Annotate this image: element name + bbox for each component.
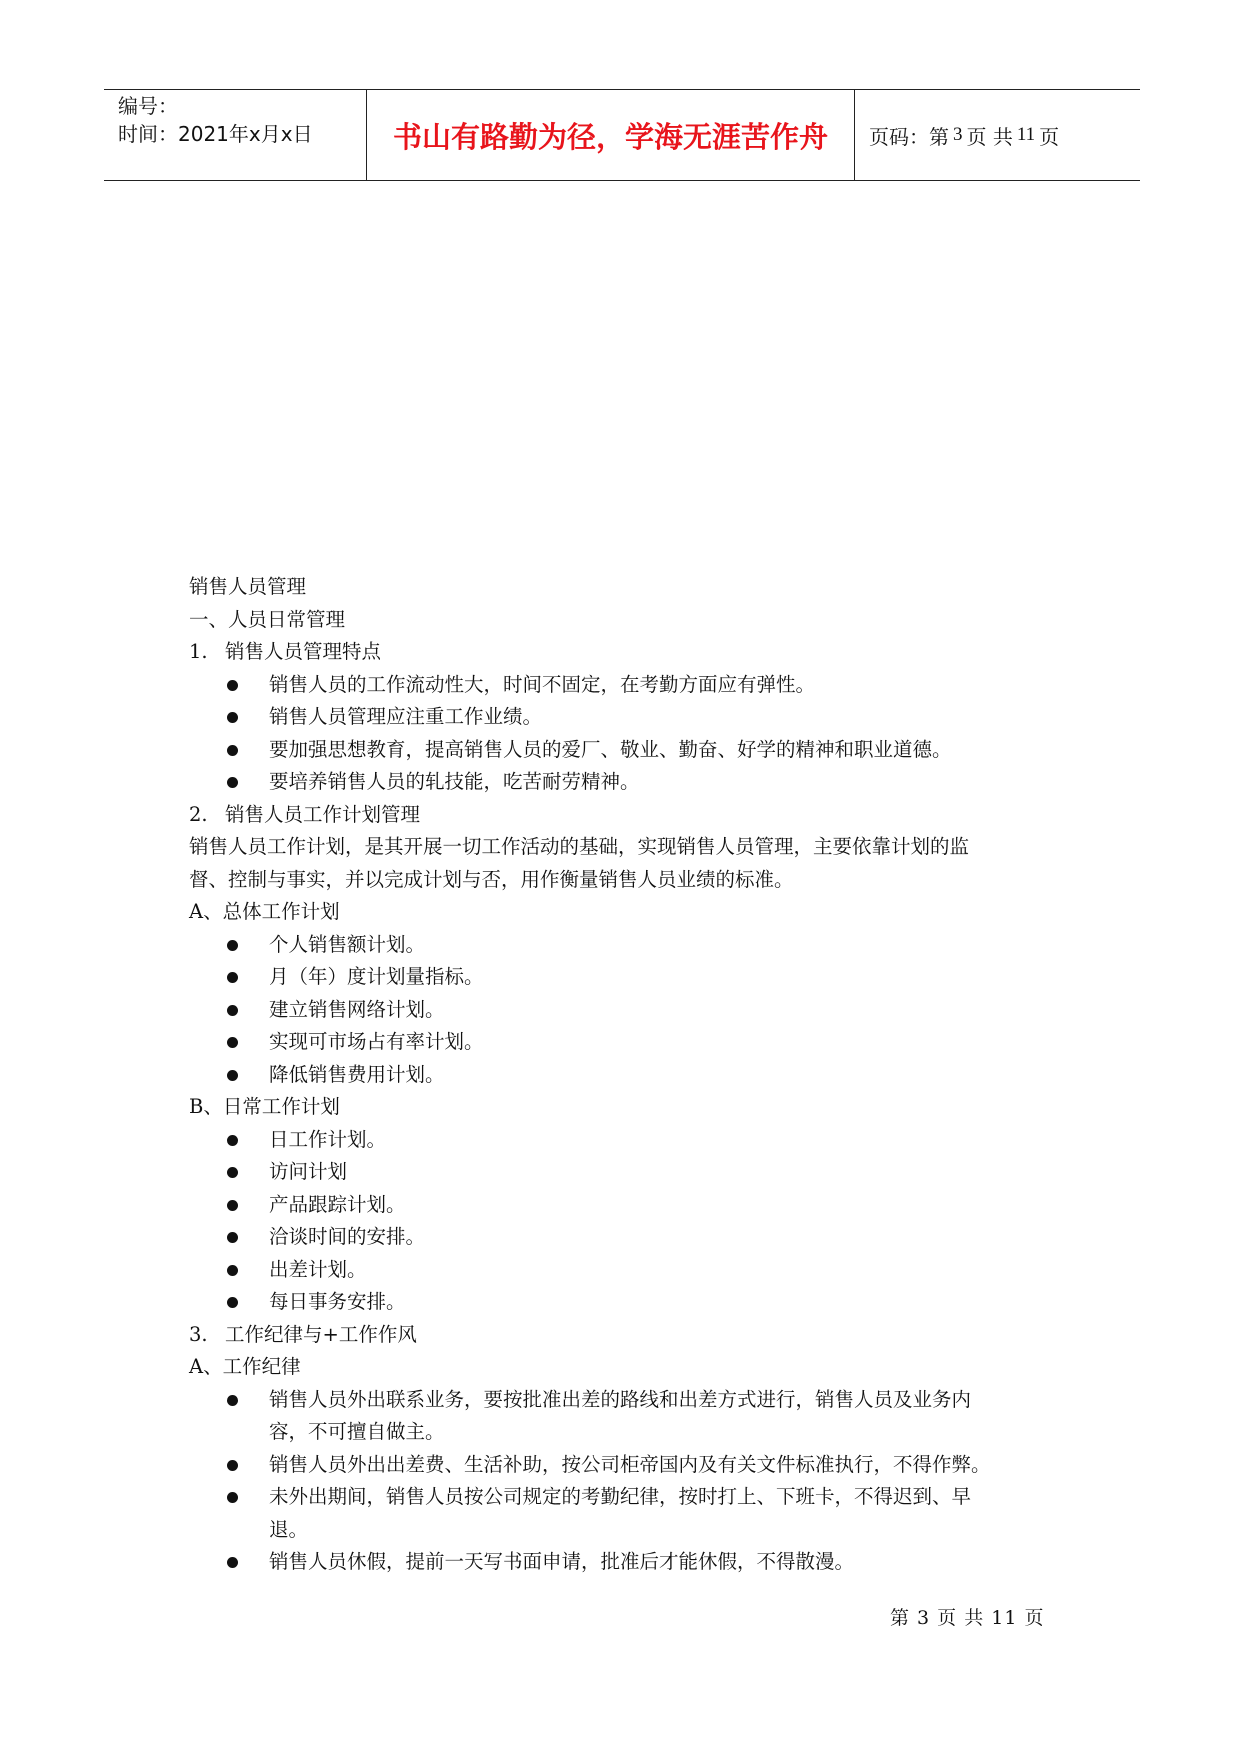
page-prefix: 页码：第 xyxy=(869,124,949,149)
number-label: 编号： xyxy=(118,94,178,118)
doc-title: 销售人员管理 xyxy=(189,575,307,598)
item-title: 销售人员工作计划管理 xyxy=(225,802,421,826)
list-item: 个人销售额计划。 xyxy=(189,929,1059,962)
item-number: 3. xyxy=(189,1322,208,1346)
item-heading-3 xyxy=(189,1319,1059,1352)
list-item: 洽谈时间的安排。 xyxy=(189,1221,1059,1254)
subsection-heading: A、总体工作计划 xyxy=(189,900,340,923)
bullet-icon xyxy=(227,777,238,788)
document-body xyxy=(189,571,1059,1579)
bullet-icon xyxy=(227,1460,238,1471)
list-item: 销售人员管理应注重工作业绩。 xyxy=(189,701,1059,734)
page-total: 11 xyxy=(1016,124,1036,145)
bullet-icon xyxy=(227,745,238,756)
list-item: 销售人员的工作流动性大，时间不固定，在考勤方面应有弹性。 xyxy=(189,669,1059,702)
section-heading: 一、人员日常管理 xyxy=(189,607,346,631)
item-title: 销售人员管理特点 xyxy=(225,640,382,663)
header-page-number xyxy=(855,90,1140,180)
page-current: 3 xyxy=(953,124,963,145)
item-title: 工作纪律与+工作作风 xyxy=(225,1322,417,1346)
page-mid: 页 共 xyxy=(966,124,1013,149)
paragraph-line: 销售人员工作计划，是其开展一切工作活动的基础，实现销售人员管理，主要依靠计划的监 xyxy=(189,835,970,858)
list-item: 日工作计划。 xyxy=(189,1124,1059,1157)
bullet-icon xyxy=(227,1297,238,1308)
subsection-heading: B、日常工作计划 xyxy=(189,1095,340,1118)
item-heading-2 xyxy=(189,799,1059,832)
bullet-icon xyxy=(227,1492,238,1503)
list-item: 销售人员休假，提前一天写书面申请，批准后才能休假，不得散漫。 xyxy=(189,1546,1059,1579)
bullet-icon xyxy=(227,1135,238,1146)
list-item: 未外出期间，销售人员按公司规定的考勤纪律，按时打上、下班卡，不得迟到、早 退。 xyxy=(189,1481,1059,1546)
bullet-icon xyxy=(227,1265,238,1276)
bullet-icon xyxy=(227,712,238,723)
item-number: 1. xyxy=(189,640,208,663)
paragraph-line: 督、控制与事实，并以完成计划与否，用作衡量销售人员业绩的标准。 xyxy=(189,867,794,891)
bullet-icon xyxy=(227,1005,238,1016)
bullet-icon xyxy=(227,680,238,691)
bullet-icon xyxy=(227,1200,238,1211)
bullet-icon xyxy=(227,1167,238,1178)
bullet-icon xyxy=(227,1395,238,1406)
page-suffix: 页 xyxy=(1039,124,1060,149)
bullet-list-a xyxy=(189,929,1059,1092)
list-item: 建立销售网络计划。 xyxy=(189,994,1059,1027)
bullet-icon xyxy=(227,972,238,983)
list-item: 实现可市场占有率计划。 xyxy=(189,1026,1059,1059)
item-heading-1 xyxy=(189,636,1059,669)
document-header xyxy=(104,89,1140,181)
list-item: 销售人员外出联系业务，要按批准出差的路线和出差方式进行，销售人员及业务内 容，不可擅自做主。 xyxy=(189,1384,1059,1449)
header-motto: 书山有路勤为径，学海无涯苦作舟 xyxy=(367,90,855,180)
list-item: 要培养销售人员的轧技能，吃苦耐劳精神。 xyxy=(189,766,1059,799)
bullet-icon xyxy=(227,1070,238,1081)
bullet-icon xyxy=(227,940,238,951)
page-footer: 第 3 页 共 11 页 xyxy=(890,1607,1045,1629)
list-item: 每日事务安排。 xyxy=(189,1286,1059,1319)
bullet-list-1 xyxy=(189,669,1059,799)
bullet-list-b xyxy=(189,1124,1059,1319)
bullet-icon xyxy=(227,1232,238,1243)
list-item: 月（年）度计划量指标。 xyxy=(189,961,1059,994)
list-item: 要加强思想教育，提高销售人员的爱厂、敬业、勤奋、好学的精神和职业道德。 xyxy=(189,734,1059,767)
time-label: 时间：2021年x月x日 xyxy=(118,122,313,146)
list-item: 出差计划。 xyxy=(189,1254,1059,1287)
header-meta xyxy=(104,90,367,180)
item-number: 2. xyxy=(189,802,208,826)
bullet-icon xyxy=(227,1037,238,1048)
subsection-heading: A、工作纪律 xyxy=(189,1355,301,1378)
list-item: 降低销售费用计划。 xyxy=(189,1059,1059,1092)
bullet-icon xyxy=(227,1557,238,1568)
list-item: 销售人员外出出差费、生活补助，按公司柜帝国内及有关文件标准执行，不得作弊。 xyxy=(189,1449,1059,1482)
list-item: 访问计划 xyxy=(189,1156,1059,1189)
list-item: 产品跟踪计划。 xyxy=(189,1189,1059,1222)
bullet-list-discipline xyxy=(189,1384,1059,1579)
